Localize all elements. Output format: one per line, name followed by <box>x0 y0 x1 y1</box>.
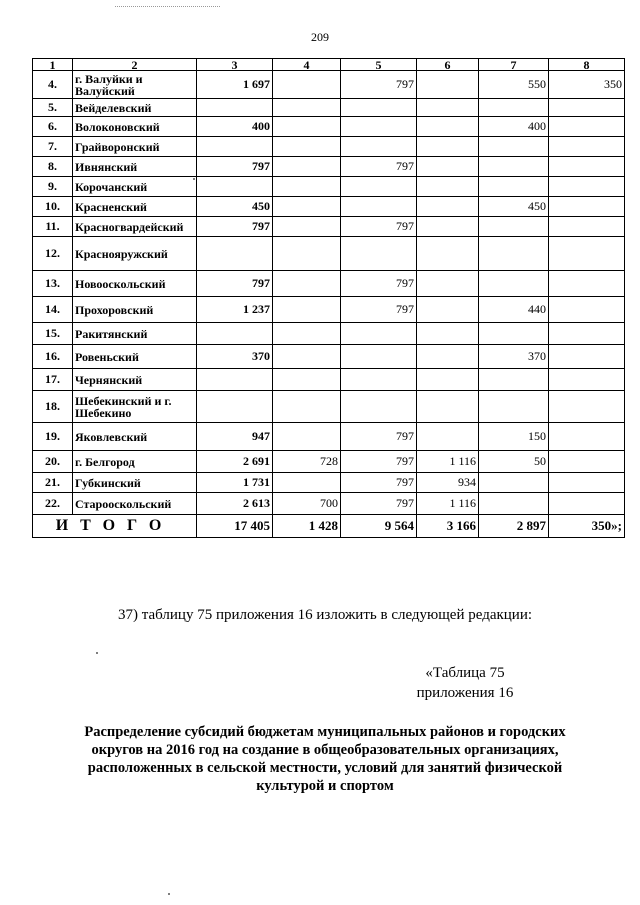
cell-total-subsidy <box>197 99 273 117</box>
table-row <box>33 71 625 99</box>
scan-artifact <box>115 6 220 9</box>
row-number: 18. <box>33 391 73 423</box>
cell-col7 <box>479 157 549 177</box>
district-name: г. Белгород <box>73 451 197 473</box>
cell-col4 <box>273 369 341 391</box>
cell-col4 <box>273 323 341 345</box>
row-number: 6. <box>33 117 73 137</box>
cell-col7 <box>479 237 549 271</box>
table-row <box>33 423 625 451</box>
cell-col4 <box>273 345 341 369</box>
table-row <box>33 493 625 515</box>
cell-col5: 797 <box>341 451 417 473</box>
row-number: 5. <box>33 99 73 117</box>
district-name: Краснояружский <box>73 237 197 271</box>
cell-col5 <box>341 237 417 271</box>
cell-col6 <box>417 217 479 237</box>
row-number: 21. <box>33 473 73 493</box>
cell-total-subsidy <box>197 369 273 391</box>
table-row <box>33 117 625 137</box>
district-name: Вейделевский <box>73 99 197 117</box>
scan-speck <box>168 893 170 895</box>
table-row <box>33 197 625 217</box>
cell-col6 <box>417 297 479 323</box>
cell-col4 <box>273 137 341 157</box>
cell-col4: 728 <box>273 451 341 473</box>
cell-col4 <box>273 423 341 451</box>
row-number: 7. <box>33 137 73 157</box>
cell-total-subsidy <box>197 391 273 423</box>
cell-col8 <box>549 157 625 177</box>
cell-col7: 370 <box>479 345 549 369</box>
row-number: 12. <box>33 237 73 271</box>
row-number: 13. <box>33 271 73 297</box>
cell-col4 <box>273 237 341 271</box>
cell-col6 <box>417 237 479 271</box>
cell-col5 <box>341 99 417 117</box>
cell-col4 <box>273 99 341 117</box>
cell-col6 <box>417 137 479 157</box>
cell-col7: 450 <box>479 197 549 217</box>
cell-col7: 400 <box>479 117 549 137</box>
cell-col4 <box>273 197 341 217</box>
col-header: 7 <box>479 59 549 71</box>
row-number: 22. <box>33 493 73 515</box>
cell-col4 <box>273 217 341 237</box>
cell-col6 <box>417 423 479 451</box>
table-row <box>33 99 625 117</box>
row-number: 9. <box>33 177 73 197</box>
district-name: Красненский <box>73 197 197 217</box>
table-row <box>33 157 625 177</box>
district-name: Красногвардейский <box>73 217 197 237</box>
cell-col8 <box>549 297 625 323</box>
cell-total-subsidy: 1 237 <box>197 297 273 323</box>
district-name: Ивнянский <box>73 157 197 177</box>
table-reference <box>410 663 520 703</box>
cell-col7 <box>479 177 549 197</box>
cell-col8 <box>549 271 625 297</box>
cell-total-subsidy: 1 731 <box>197 473 273 493</box>
cell-total-subsidy: 947 <box>197 423 273 451</box>
row-number: 15. <box>33 323 73 345</box>
cell-col8 <box>549 423 625 451</box>
cell-col5: 797 <box>341 423 417 451</box>
total-label: ИТОГО <box>33 515 197 538</box>
col-header: 4 <box>273 59 341 71</box>
cell-col6: 1 116 <box>417 451 479 473</box>
cell-total-subsidy: 1 697 <box>197 71 273 99</box>
table-row <box>33 297 625 323</box>
table-row <box>33 345 625 369</box>
cell-col5 <box>341 391 417 423</box>
cell-col5: 797 <box>341 271 417 297</box>
cell-col5: 797 <box>341 157 417 177</box>
cell-col7 <box>479 391 549 423</box>
row-number: 11. <box>33 217 73 237</box>
cell-col6 <box>417 271 479 297</box>
cell-col4 <box>273 157 341 177</box>
cell-col6 <box>417 99 479 117</box>
cell-col8 <box>549 345 625 369</box>
cell-col7: 150 <box>479 423 549 451</box>
table-row <box>33 391 625 423</box>
cell-col4 <box>273 297 341 323</box>
cell-total-subsidy: 797 <box>197 217 273 237</box>
scan-speck <box>193 178 195 180</box>
total-c4: 1 428 <box>273 515 341 538</box>
row-number: 16. <box>33 345 73 369</box>
row-number: 10. <box>33 197 73 217</box>
cell-total-subsidy: 400 <box>197 117 273 137</box>
table-reference-line: приложения 16 <box>416 685 514 701</box>
row-number: 8. <box>33 157 73 177</box>
cell-col5: 797 <box>341 473 417 493</box>
cell-col5: 797 <box>341 217 417 237</box>
row-number: 4. <box>33 71 73 99</box>
total-c6: 3 166 <box>417 515 479 538</box>
cell-col5 <box>341 197 417 217</box>
subsidy-table <box>32 58 625 538</box>
district-name: Чернянский <box>73 369 197 391</box>
amendment-instruction: 37) таблицу 75 приложения 16 изложить в следующей редакции: <box>118 607 533 623</box>
cell-total-subsidy: 2 613 <box>197 493 273 515</box>
cell-col6 <box>417 323 479 345</box>
cell-col5 <box>341 345 417 369</box>
table-row <box>33 451 625 473</box>
row-number: 19. <box>33 423 73 451</box>
cell-total-subsidy: 797 <box>197 271 273 297</box>
district-name: Новооскольский <box>73 271 197 297</box>
cell-col7 <box>479 137 549 157</box>
cell-total-subsidy <box>197 177 273 197</box>
table-row <box>33 177 625 197</box>
cell-col8 <box>549 391 625 423</box>
cell-col8 <box>549 369 625 391</box>
table-row <box>33 137 625 157</box>
col-header: 6 <box>417 59 479 71</box>
cell-col6 <box>417 197 479 217</box>
row-number: 20. <box>33 451 73 473</box>
cell-col5: 797 <box>341 71 417 99</box>
district-name: Корочанский <box>73 177 197 197</box>
cell-col8 <box>549 177 625 197</box>
cell-total-subsidy <box>197 323 273 345</box>
district-name: Прохоровский <box>73 297 197 323</box>
cell-col8 <box>549 323 625 345</box>
cell-col6 <box>417 369 479 391</box>
col-header: 2 <box>73 59 197 71</box>
cell-col7 <box>479 369 549 391</box>
cell-col4 <box>273 271 341 297</box>
table-row <box>33 237 625 271</box>
cell-col8 <box>549 451 625 473</box>
cell-col5: 797 <box>341 297 417 323</box>
col-header: 5 <box>341 59 417 71</box>
row-number: 17. <box>33 369 73 391</box>
district-name: г. Валуйки и Валуйский <box>73 71 197 99</box>
total-c7: 2 897 <box>479 515 549 538</box>
cell-col4: 700 <box>273 493 341 515</box>
total-c3: 17 405 <box>197 515 273 538</box>
cell-total-subsidy <box>197 237 273 271</box>
district-name: Шебекинский и г. Шебекино <box>73 391 197 423</box>
column-number-row <box>33 59 625 71</box>
cell-col7 <box>479 217 549 237</box>
table-reference-line: «Таблица 75 <box>425 665 505 681</box>
cell-col7: 50 <box>479 451 549 473</box>
cell-col7 <box>479 493 549 515</box>
cell-col4 <box>273 117 341 137</box>
cell-col5 <box>341 137 417 157</box>
col-header: 3 <box>197 59 273 71</box>
district-name: Губкинский <box>73 473 197 493</box>
cell-total-subsidy: 370 <box>197 345 273 369</box>
district-name: Волоконовский <box>73 117 197 137</box>
cell-col8 <box>549 493 625 515</box>
total-row <box>33 515 625 538</box>
table-row <box>33 473 625 493</box>
cell-col5 <box>341 323 417 345</box>
cell-col6: 1 116 <box>417 493 479 515</box>
cell-total-subsidy <box>197 137 273 157</box>
col-header: 8 <box>549 59 625 71</box>
cell-col5 <box>341 369 417 391</box>
cell-col8: 350 <box>549 71 625 99</box>
district-name: Яковлевский <box>73 423 197 451</box>
table-row <box>33 217 625 237</box>
cell-col8 <box>549 217 625 237</box>
cell-col7: 440 <box>479 297 549 323</box>
table-title: Распределение субсидий бюджетам муниципальных районов и городских округов на 2016 год на создание в общеобразовательных организациях, расположенных в сельской местности, условий для занятий физической культурой и спортом <box>84 724 566 794</box>
cell-col4 <box>273 177 341 197</box>
cell-col5 <box>341 117 417 137</box>
cell-col6 <box>417 71 479 99</box>
table-row <box>33 369 625 391</box>
cell-col7 <box>479 323 549 345</box>
page-number: 209 <box>311 30 329 44</box>
cell-total-subsidy: 2 691 <box>197 451 273 473</box>
table-row <box>33 323 625 345</box>
cell-col8 <box>549 137 625 157</box>
cell-col6 <box>417 177 479 197</box>
cell-col7 <box>479 271 549 297</box>
cell-col5 <box>341 177 417 197</box>
district-name: Старооскольский <box>73 493 197 515</box>
cell-col7 <box>479 99 549 117</box>
cell-col6 <box>417 157 479 177</box>
cell-col6 <box>417 345 479 369</box>
scan-speck <box>96 652 98 654</box>
district-name: Ракитянский <box>73 323 197 345</box>
cell-col4 <box>273 473 341 493</box>
col-header: 1 <box>33 59 73 71</box>
district-name: Ровеньский <box>73 345 197 369</box>
cell-col7 <box>479 473 549 493</box>
cell-col4 <box>273 391 341 423</box>
cell-col8 <box>549 237 625 271</box>
cell-col8 <box>549 473 625 493</box>
row-number: 14. <box>33 297 73 323</box>
cell-col6 <box>417 391 479 423</box>
cell-col8 <box>549 117 625 137</box>
cell-col6: 934 <box>417 473 479 493</box>
cell-col8 <box>549 99 625 117</box>
cell-total-subsidy: 450 <box>197 197 273 217</box>
total-c8: 350»; <box>549 515 625 538</box>
total-c5: 9 564 <box>341 515 417 538</box>
cell-col8 <box>549 197 625 217</box>
cell-col7: 550 <box>479 71 549 99</box>
cell-total-subsidy: 797 <box>197 157 273 177</box>
cell-col4 <box>273 71 341 99</box>
district-name: Грайворонский <box>73 137 197 157</box>
cell-col5: 797 <box>341 493 417 515</box>
table-row <box>33 271 625 297</box>
cell-col6 <box>417 117 479 137</box>
